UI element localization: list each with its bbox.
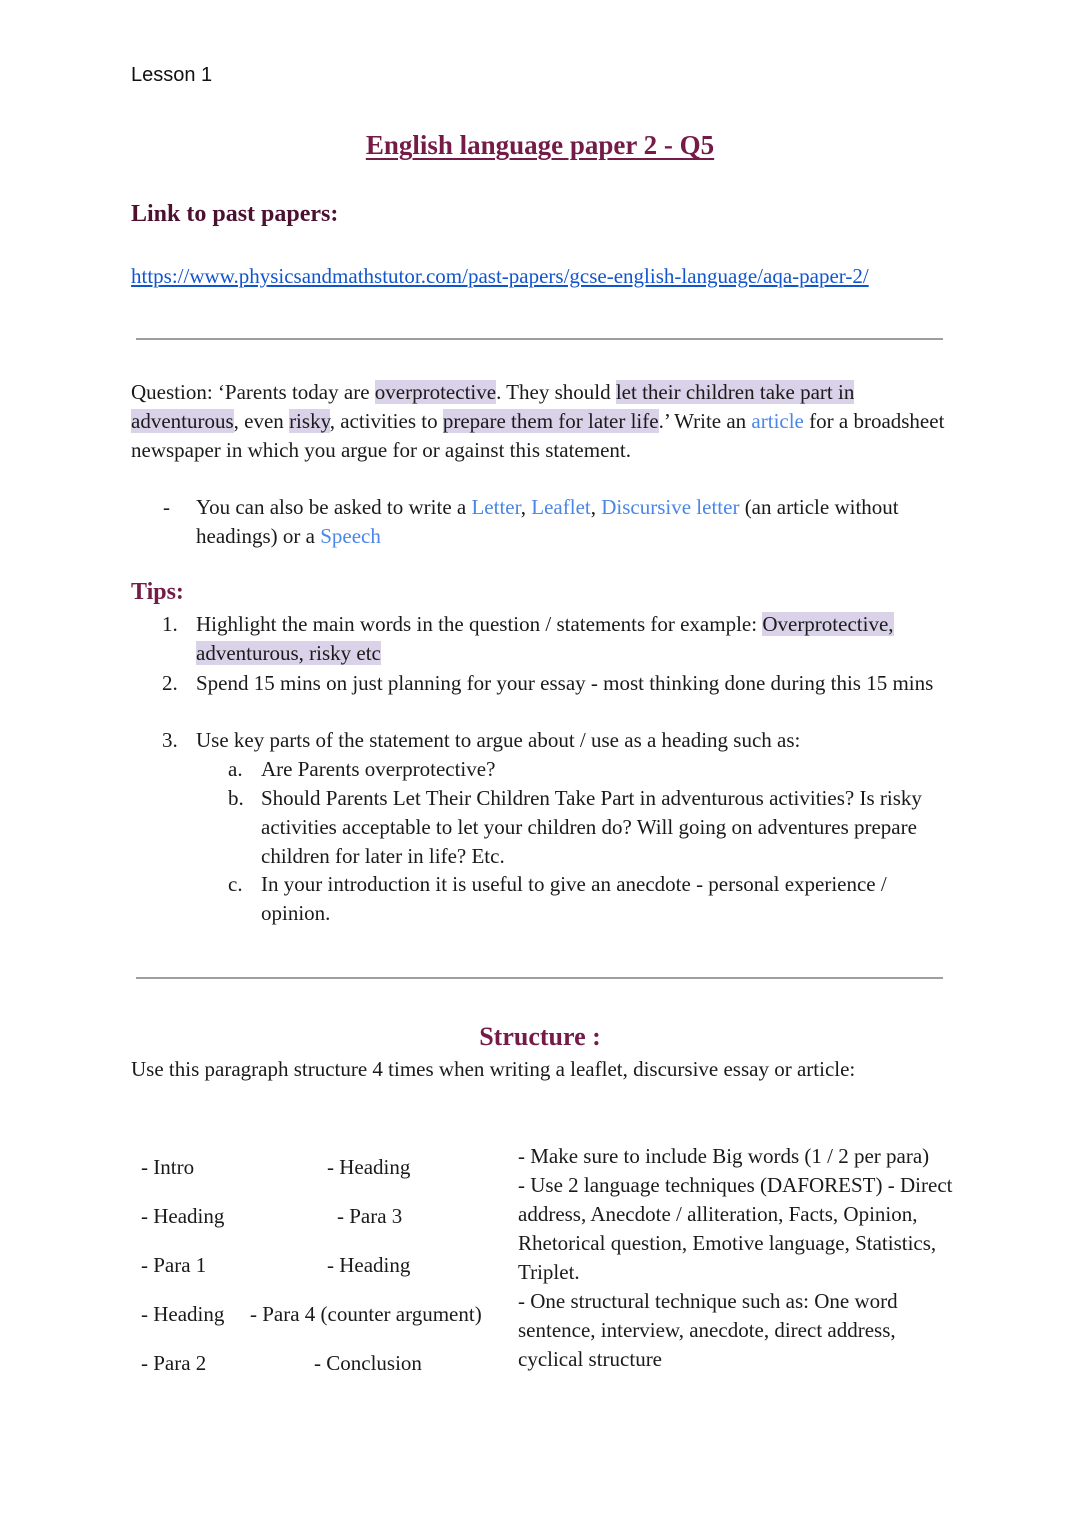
structure-step: - Para 1 <box>141 1253 207 1277</box>
subitem-text: Should Parents Let Their Children Take Part in adventurous activities? Is risky activities acceptable to let your children do? Will going on adventures prepare children for later in life? Etc. <box>261 786 922 868</box>
structure-step: - Heading <box>141 1204 225 1228</box>
tip-subitem <box>0 784 1080 874</box>
subitem-text: In your introduction it is useful to give an anecdote - personal experience / opinion. <box>261 872 887 925</box>
question-text: . They should <box>496 380 616 404</box>
structure-step: - Para 2 <box>141 1351 207 1375</box>
tip-item <box>0 669 1080 729</box>
tip-subitem <box>0 755 1080 785</box>
dash-bullet: - <box>163 495 170 519</box>
keyword-speech: Speech <box>320 524 381 548</box>
list-marker: b. <box>228 786 244 810</box>
structure-step: - Para 3 <box>337 1204 403 1228</box>
tip-item <box>0 610 1080 670</box>
keyword-letter: Letter <box>471 495 521 519</box>
structure-tip: - One structural technique such as: One word sentence, interview, anecdote, direct address, cyclical structure <box>518 1289 898 1371</box>
subitem-text: Are Parents overprotective? <box>261 757 496 781</box>
list-marker: 2. <box>162 671 178 695</box>
structure-heading: Structure : <box>479 1022 601 1051</box>
tip-text: Highlight the main words in the question / statements for example: Overprotective, adventurous, risky etc <box>196 612 894 665</box>
keyword-article: article <box>751 409 804 433</box>
keyword-discursive-letter: Discursive letter <box>601 495 740 519</box>
structure-step: - Heading <box>327 1253 411 1277</box>
highlighted-text: Overprotective, adventurous, risky etc <box>196 612 894 665</box>
structure-step: - Para 4 (counter argument) <box>250 1302 482 1326</box>
list-marker: c. <box>228 872 243 896</box>
highlighted-text: prepare them for later life <box>442 409 659 433</box>
structure-step: - Heading <box>327 1155 411 1179</box>
highlighted-text: overprotective <box>374 380 497 404</box>
tip-subitem <box>0 870 1080 930</box>
divider <box>136 338 943 340</box>
past-papers-heading: Link to past papers: <box>131 201 339 227</box>
list-marker: 3. <box>162 728 178 752</box>
page-title: English language paper 2 - Q5 <box>365 130 715 160</box>
tip-text: Spend 15 mins on just planning for your essay - most thinking done during this 15 mins <box>196 671 934 695</box>
structure-step: - Conclusion <box>314 1351 422 1375</box>
highlighted-text: risky <box>289 409 330 433</box>
keyword-leaflet: Leaflet <box>531 495 591 519</box>
also-note-text: You can also be asked to write a Letter, Leaflet, Discursive letter (an article without headings) or a Speech <box>196 495 899 548</box>
divider <box>136 977 943 979</box>
highlighted-text: let their children take part in adventurous <box>131 380 855 433</box>
question-text: .’ Write an <box>658 409 752 433</box>
structure-step: - Intro <box>141 1155 195 1179</box>
structure-step: - Heading <box>141 1302 225 1326</box>
list-marker: a. <box>228 757 243 781</box>
question-text: for a broadsheet newspaper in which you argue for or against this statement. <box>131 409 945 462</box>
tip-item <box>0 726 1080 756</box>
question-text: , activities to <box>329 409 443 433</box>
structure-tip: - Make sure to include Big words (1 / 2 per para) <box>518 1144 930 1168</box>
also-note <box>131 493 951 553</box>
tip-text: Use key parts of the statement to argue about / use as a heading such as: <box>196 728 801 752</box>
structure-tip: - Use 2 language techniques (DAFOREST) - Direct address, Anecdote / alliteration, Facts, Opinion, Rhetorical question, Emotive language, Statistics, Triplet. <box>518 1173 953 1284</box>
past-papers-link[interactable]: https://www.physicsandmathstutor.com/past-papers/gcse-english-language/aqa-paper-2/ <box>131 264 869 288</box>
lesson-label: Lesson 1 <box>131 64 213 86</box>
tips-heading: Tips: <box>131 579 184 605</box>
list-marker: 1. <box>162 612 178 636</box>
question-paragraph <box>131 378 951 465</box>
question-text: Question: ‘Parents today are <box>131 380 375 404</box>
structure-intro: Use this paragraph structure 4 times when writing a leaflet, discursive essay or article: <box>131 1057 856 1081</box>
question-text: , even <box>233 409 290 433</box>
structure-tips <box>518 1142 958 1374</box>
